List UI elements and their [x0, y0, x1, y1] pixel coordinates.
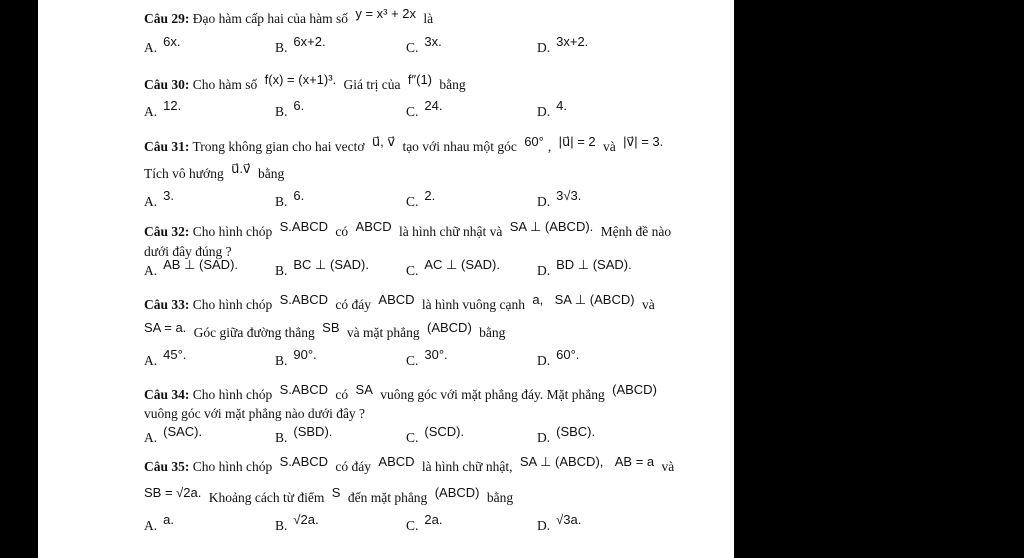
options-30	[144, 98, 704, 122]
question-text: có	[335, 387, 349, 402]
question-35	[144, 454, 675, 475]
question-label: Câu 30:	[144, 77, 190, 92]
question-label: Câu 32:	[144, 224, 190, 239]
question-text: là	[423, 11, 434, 26]
option-a[interactable]: A. (SAC).	[144, 424, 203, 445]
option-c[interactable]: C. AC ⊥ (SAD).	[406, 257, 500, 278]
question-text: Cho hình chóp	[192, 224, 273, 239]
math-formula: ABCD	[378, 454, 415, 469]
option-b[interactable]: B. BC ⊥ (SAD).	[275, 257, 369, 278]
math-formula: SA ⊥ (ABCD),	[519, 454, 604, 469]
question-text: Khoảng cách từ điểm	[208, 490, 325, 505]
question-label: Câu 31:	[144, 139, 190, 154]
math-formula: f(x) = (x+1)³.	[264, 72, 337, 87]
question-text: là hình vuông cạnh	[421, 297, 526, 312]
question-text: bằng	[258, 166, 285, 181]
math-formula: 60°	[524, 134, 544, 149]
question-33-line2	[144, 320, 506, 341]
question-text: và	[661, 459, 675, 474]
option-c[interactable]: C. (SCD).	[406, 424, 465, 445]
question-text: Tích vô hướng	[144, 166, 224, 181]
option-d[interactable]: D. 4.	[537, 98, 567, 119]
options-29	[144, 34, 704, 58]
question-text: vuông góc với mặt phẳng đáy. Mặt phẳng	[380, 387, 605, 402]
question-text: Cho hình chóp	[192, 387, 273, 402]
question-label: Câu 33:	[144, 297, 190, 312]
question-34-line2	[144, 406, 365, 422]
question-text: bằng	[439, 77, 466, 92]
option-b[interactable]: B. 6x+2.	[275, 34, 326, 55]
question-text: Góc giữa đường thẳng	[193, 325, 315, 340]
question-31	[144, 134, 667, 155]
option-b[interactable]: B. 90°.	[275, 347, 317, 368]
math-formula: f″(1)	[407, 72, 433, 87]
option-b[interactable]: B. (SBD).	[275, 424, 333, 445]
question-text: có đáy	[335, 297, 372, 312]
option-c[interactable]: C. 24.	[406, 98, 443, 119]
question-text: bằng	[479, 325, 506, 340]
question-text: Mệnh đề nào	[600, 224, 672, 239]
options-34	[144, 424, 704, 448]
question-text: Cho hàm số	[192, 77, 258, 92]
question-32	[144, 219, 672, 240]
question-text: bằng	[486, 490, 514, 505]
option-a[interactable]: A. 3.	[144, 188, 174, 209]
question-label: Câu 35:	[144, 459, 190, 474]
option-c[interactable]: C. 3x.	[406, 34, 442, 55]
question-35-line2	[144, 485, 514, 506]
math-formula: a,	[532, 292, 544, 307]
math-formula: S	[331, 485, 341, 500]
math-formula: SB = √2a.	[144, 485, 202, 500]
math-formula: ABCD	[378, 292, 415, 307]
question-text: là hình chữ nhật và	[399, 224, 503, 239]
options-31	[144, 188, 704, 212]
option-b[interactable]: B. 6.	[275, 98, 305, 119]
option-a[interactable]: A. a.	[144, 512, 174, 533]
question-text: là hình chữ nhật,	[421, 459, 513, 474]
option-b[interactable]: B. √2a.	[275, 512, 319, 533]
math-formula: AB = a	[614, 454, 655, 469]
question-label: Câu 29:	[144, 11, 190, 26]
math-formula: u⃗.v⃗	[231, 161, 251, 176]
question-text: Đạo hàm cấp hai của hàm số	[192, 11, 348, 26]
option-b[interactable]: B. 6.	[275, 188, 305, 209]
option-d[interactable]: D. 60°.	[537, 347, 580, 368]
question-text: đến mặt phẳng	[347, 490, 428, 505]
question-text: và mặt phẳng	[346, 325, 420, 340]
question-33	[144, 292, 655, 313]
math-formula: SA ⊥ (ABCD).	[509, 219, 594, 234]
math-formula: ABCD	[355, 219, 392, 234]
exam-page	[38, 0, 734, 558]
question-text: Giá trị của	[343, 77, 401, 92]
option-c[interactable]: C. 30°.	[406, 347, 448, 368]
question-text: có	[335, 224, 349, 239]
option-d[interactable]: D. 3x+2.	[537, 34, 589, 55]
option-d[interactable]: D. BD ⊥ (SAD).	[537, 257, 632, 278]
question-text: và	[603, 139, 616, 154]
question-label: Câu 34:	[144, 387, 190, 402]
option-d[interactable]: D. (SBC).	[537, 424, 596, 445]
option-c[interactable]: C. 2a.	[406, 512, 443, 533]
math-formula: y = x³ + 2x	[355, 6, 417, 21]
math-formula: (ABCD)	[427, 320, 472, 335]
question-text: tạo với nhau một góc	[402, 139, 517, 154]
option-a[interactable]: A. 12.	[144, 98, 182, 119]
option-a[interactable]: A. AB ⊥ (SAD).	[144, 257, 239, 278]
question-29	[144, 6, 434, 27]
options-35	[144, 512, 704, 536]
option-c[interactable]: C. 2.	[406, 188, 436, 209]
question-text: ,	[547, 139, 552, 154]
option-d[interactable]: D. 3√3.	[537, 188, 582, 209]
question-34	[144, 382, 661, 403]
math-formula: SA	[355, 382, 373, 397]
math-formula: |u⃗| = 2	[558, 134, 596, 149]
math-formula: SB	[322, 320, 340, 335]
option-d[interactable]: D. √3a.	[537, 512, 582, 533]
math-formula: SA = a.	[144, 320, 187, 335]
math-formula: S.ABCD	[279, 454, 329, 469]
option-a[interactable]: A. 45°.	[144, 347, 187, 368]
math-formula: S.ABCD	[279, 219, 329, 234]
math-formula: SA ⊥ (ABCD)	[554, 292, 635, 307]
math-formula: (ABCD)	[434, 485, 480, 500]
question-text: Cho hình chóp	[192, 459, 273, 474]
question-text: Trong không gian cho hai vectơ	[192, 139, 365, 154]
question-31-line2	[144, 161, 285, 182]
math-formula: u⃗, v⃗	[371, 134, 396, 149]
question-text: Cho hình chóp	[192, 297, 273, 312]
option-a[interactable]: A. 6x.	[144, 34, 181, 55]
question-text: và	[641, 297, 655, 312]
math-formula: S.ABCD	[279, 382, 329, 397]
math-formula: |v⃗| = 3.	[623, 134, 664, 149]
question-text: có đáy	[335, 459, 372, 474]
options-32	[144, 257, 704, 281]
math-formula: (ABCD)	[612, 382, 657, 397]
question-text: dưới đây đúng ?	[144, 244, 232, 259]
math-formula: S.ABCD	[279, 292, 329, 307]
question-text: vuông góc với mặt phẳng nào dưới đây ?	[144, 406, 366, 421]
options-33	[144, 347, 704, 371]
question-30	[144, 72, 466, 93]
